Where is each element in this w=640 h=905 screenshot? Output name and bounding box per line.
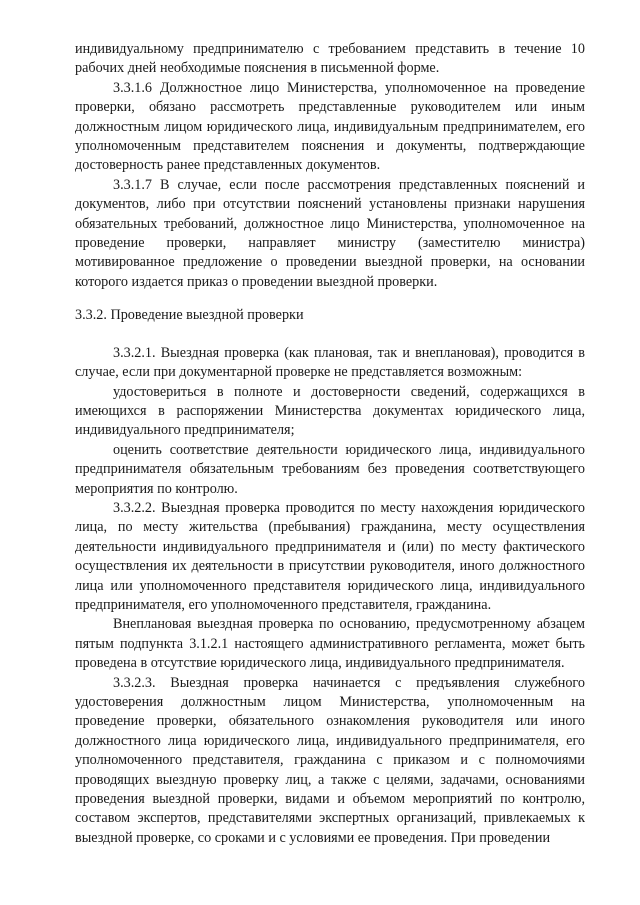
document-page bbox=[75, 40, 585, 848]
paragraph-3-3-2-3: 3.3.2.3. Выездная проверка начинается с предъявления служебного удостоверения должностным лицом Министерства, уполномоченным на проведение проверки, обязательного ознакомления руководителя или иного должностного лица юридического лица, индивидуального предпринимателя, его уполномоченного представителя, гражданина с приказом и с полномочиями проводящих выездную проверку лиц, а также с целями, задачами, основаниями проведения выездной проверки, видами и объемом мероприятий по контролю, составом экспертов, представителями экспертных организаций, привлекаемых к выездной проверке, со сроками и с условиями ее проведения. При проведении bbox=[75, 674, 585, 846]
paragraph-3-3-2-2: 3.3.2.2. Выездная проверка проводится по месту нахождения юридического лица, по месту жительства (пребывания) гражданина, месту осуществления деятельности индивидуального предпринимателя и (или) по месту фактического осуществления их деятельности в присутствии руководителя, иного должностного лица или уполномоченного представителя юридического лица, индивидуального предпринимателя, его уполномоченного представителя, гражданина. bbox=[75, 499, 585, 613]
paragraph-unscheduled-inspection: Внеплановая выездная проверка по основанию, предусмотренному абзацем пятым подпункта 3.1.2.1 настоящего административного регламента, может быть проведена в отсутствие юридического лица, индивидуального предпринимателя. bbox=[75, 616, 585, 672]
section-heading-3-3-2: 3.3.2. Проведение выездной проверки bbox=[75, 307, 304, 324]
paragraph-verify-completeness: удостовериться в полноте и достоверности сведений, содержащихся в имеющихся в распоряжении Министерства документах юридического лица, индивидуального предпринимателя; bbox=[75, 383, 585, 439]
paragraph-3-3-2-1: 3.3.2.1. Выездная проверка (как плановая, так и внеплановая), проводится в случае, если при документарной проверке не представляется возможным: bbox=[75, 344, 585, 381]
paragraph-3-3-1-6: 3.3.1.6 Должностное лицо Министерства, уполномоченное на проведение проверки, обязано рассмотреть представленные руководителем или иным должностным лицом юридического лица, индивидуальным предпринимателем, его уполномоченным представителем пояснения и документы, подтверждающие достоверность ранее представленных документов. bbox=[75, 79, 585, 174]
paragraph-3-3-1-7: 3.3.1.7 В случае, если после рассмотрения представленных пояснений и документов, либо при отсутствии пояснений установлены признаки нарушения обязательных требований, должностное лицо Министерства, уполномоченное на проведение проверки, направляет министру (заместителю министра) мотивированное предложение о проведении выездной проверки, на основании которого издается приказ о проведении выездной проверки. bbox=[75, 176, 585, 290]
paragraph-assess-compliance: оценить соответствие деятельности юридического лица, индивидуального предпринимателя обязательным требованиям без проведения соответствующего мероприятия по контролю. bbox=[75, 441, 585, 497]
paragraph-continuation: индивидуальному предпринимателю с требованием представить в течение 10 рабочих дней необходимые пояснения в письменной форме. bbox=[75, 41, 585, 77]
